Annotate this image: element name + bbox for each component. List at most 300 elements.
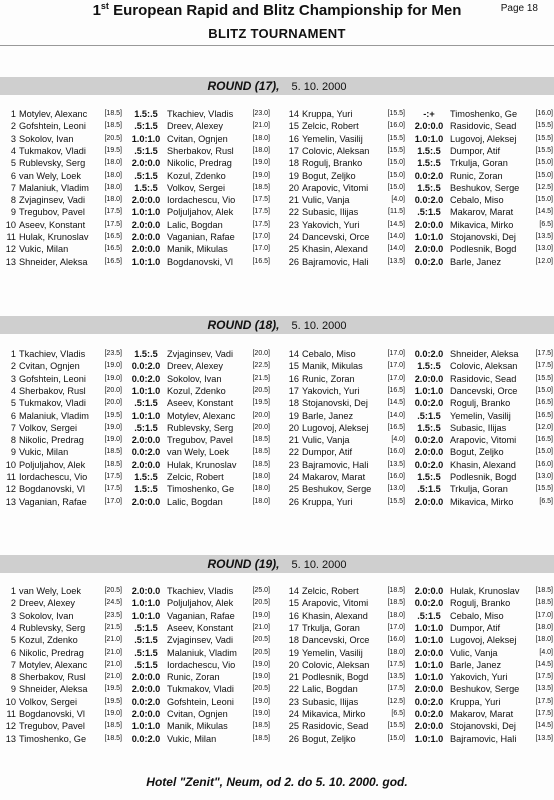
white-points: [21.0] — [104, 648, 122, 656]
black-player: Manik, Mikulas — [167, 244, 228, 255]
board-number: 3 — [10, 133, 16, 144]
black-player: Yakovich, Yuri — [450, 672, 508, 683]
result: 1.0:1.0 — [414, 672, 444, 683]
black-player: Runic, Zoran — [450, 170, 503, 181]
table-row — [4, 696, 272, 708]
black-player: Arapovic, Vitomi — [450, 435, 517, 446]
white-points: [16.0] — [387, 636, 405, 644]
white-player: van Wely, Loek — [19, 586, 81, 596]
board-number: 3 — [10, 610, 16, 621]
white-points: [18.5] — [104, 460, 122, 468]
board-number: 9 — [10, 207, 16, 218]
black-points: [13.5] — [535, 734, 553, 742]
board-number: 11 — [6, 472, 16, 482]
white-points: [23.5] — [104, 611, 122, 619]
white-points: [16.0] — [387, 448, 405, 456]
white-player: Nikolic, Predrag — [19, 435, 84, 446]
result: .5:1.5 — [134, 398, 158, 409]
black-player: Tukmakov, Vladi — [167, 684, 234, 695]
board-number: 8 — [10, 195, 16, 206]
result: 1.0:1.0 — [131, 207, 161, 218]
result: .5:1.5 — [417, 207, 441, 218]
white-player: Makarov, Marat — [302, 472, 366, 482]
table-row — [4, 610, 272, 622]
black-player: Mikavica, Mirko — [450, 219, 514, 230]
white-points: [17.5] — [387, 685, 405, 693]
white-points: [21.0] — [104, 660, 122, 668]
table-row — [287, 459, 554, 471]
white-points: [17.5] — [104, 208, 122, 216]
black-player: Gofshtein, Leoni — [167, 696, 234, 707]
board-number: 5 — [10, 635, 16, 646]
white-player: Manik, Mikulas — [302, 361, 363, 372]
black-player: Podlesnik, Bogd — [450, 244, 517, 255]
black-player: Cebalo, Miso — [450, 195, 504, 206]
header-divider — [0, 45, 554, 46]
black-player: Vulic, Vanja — [450, 647, 498, 658]
board-number: 19 — [288, 647, 299, 658]
board-number: 8 — [10, 672, 16, 683]
result: 1.0:1.0 — [131, 598, 161, 609]
black-points: [17.5] — [252, 220, 270, 228]
result: .5:1.5 — [134, 121, 158, 132]
result: 2.0:0.0 — [414, 586, 444, 596]
white-points: [19.0] — [104, 423, 122, 431]
result: 2.0:0.0 — [414, 121, 444, 132]
black-points: [17.5] — [252, 196, 270, 204]
black-points: [17.0] — [252, 233, 270, 240]
black-player: Tregubov, Pavel — [167, 435, 233, 446]
white-player: Rublevsky, Serg — [19, 158, 86, 169]
result: 1.0:1.0 — [131, 721, 161, 732]
board-number: 11 — [6, 709, 16, 719]
black-player: Rasidovic, Sead — [450, 121, 517, 132]
round-header-19 — [0, 555, 554, 573]
table-row — [4, 397, 272, 409]
black-points: [6.5] — [539, 497, 553, 505]
result: 0.0:2.0 — [414, 398, 444, 409]
black-player: Cvitan, Ognjen — [167, 709, 228, 719]
white-player: Dancevski, Orce — [302, 232, 370, 242]
white-points: [16.5] — [387, 423, 405, 431]
white-points: [16.5] — [104, 233, 122, 240]
black-points: [20.5] — [252, 386, 270, 394]
table-row — [4, 231, 272, 243]
table-row — [287, 231, 554, 243]
black-player: Zvjaginsev, Vadi — [167, 635, 234, 646]
white-player: Barle, Janez — [302, 410, 354, 421]
table-row — [4, 145, 272, 157]
black-player: Rublevsky, Serg — [167, 422, 234, 433]
black-player: Motylev, Alexanc — [167, 410, 236, 421]
white-points: [23.5] — [104, 350, 122, 357]
table-row — [4, 671, 272, 683]
result: 2.0:0.0 — [131, 158, 161, 169]
white-points: [21.5] — [104, 623, 122, 631]
round-name: ROUND (18), — [207, 318, 280, 332]
white-points: [16.5] — [104, 245, 122, 253]
table-row — [4, 422, 272, 434]
black-player: Lugovoj, Aleksej — [450, 133, 517, 144]
black-points: [4.0] — [539, 648, 553, 656]
black-points: [20.5] — [252, 636, 270, 644]
white-player: Gofshtein, Leoni — [19, 373, 86, 384]
table-row — [287, 243, 554, 255]
black-points: [19.0] — [252, 673, 270, 681]
white-points: [15.5] — [387, 134, 405, 142]
white-points: [11.5] — [388, 208, 405, 216]
result: 2.0:0.0 — [414, 219, 444, 230]
result: 0.0:2.0 — [414, 435, 444, 446]
result: 2.0:0.0 — [131, 232, 161, 242]
white-points: [15.5] — [387, 497, 405, 505]
white-points: [18.0] — [104, 183, 122, 191]
black-points: [20.5] — [252, 599, 270, 607]
black-player: Colovic, Aleksan — [450, 361, 518, 372]
white-points: [18.0] — [104, 196, 122, 204]
black-player: Lalic, Bogdan — [167, 496, 223, 507]
table-row — [287, 671, 554, 683]
white-player: Shneider, Aleksa — [19, 684, 88, 695]
result: 1.5:.5 — [417, 145, 441, 156]
black-points: [19.0] — [252, 611, 270, 619]
board-number: 1 — [10, 109, 16, 119]
white-points: [19.0] — [104, 436, 122, 444]
white-player: Timoshenko, Ge — [19, 733, 87, 744]
table-row — [4, 622, 272, 634]
board-number: 15 — [288, 598, 299, 609]
board-number: 22 — [288, 684, 299, 695]
round-date: 5. 10. 2000 — [291, 559, 347, 571]
white-player: Nikolic, Predrag — [19, 647, 84, 658]
table-row — [287, 647, 554, 659]
white-player: Vukic, Milan — [19, 447, 69, 458]
black-player: Poljuljahov, Alek — [167, 207, 234, 218]
board-number: 3 — [10, 373, 16, 384]
black-points: [19.0] — [252, 159, 270, 167]
board-number: 11 — [6, 232, 16, 242]
result: .5:1.5 — [134, 170, 158, 181]
white-player: Mikavica, Mirko — [302, 709, 366, 719]
black-player: Cebalo, Miso — [450, 610, 504, 621]
black-player: Aseev, Konstant — [167, 398, 234, 409]
board-number: 26 — [288, 256, 299, 267]
board-number: 23 — [288, 696, 299, 707]
white-points: [12.5] — [387, 697, 405, 705]
result: 2.0:0.0 — [414, 684, 444, 695]
black-player: Khasin, Alexand — [450, 459, 516, 470]
white-player: Sokolov, Ivan — [19, 133, 74, 144]
black-points: [18.5] — [535, 587, 553, 594]
result: 0.0:2.0 — [414, 349, 444, 359]
white-points: [15.5] — [387, 722, 405, 730]
result: 0.0:2.0 — [414, 195, 444, 206]
table-row — [287, 634, 554, 646]
black-points: [16.0] — [535, 110, 553, 117]
result: 0.0:2.0 — [131, 361, 161, 372]
board-number: 20 — [288, 182, 299, 193]
result: 2.0:0.0 — [131, 709, 161, 719]
white-points: [18.0] — [104, 159, 122, 167]
white-points: [4.0] — [391, 196, 405, 204]
white-points: [18.5] — [104, 722, 122, 730]
black-points: [14.5] — [535, 660, 553, 668]
black-points: [18.5] — [535, 599, 553, 607]
black-player: Volkov, Sergei — [167, 182, 226, 193]
table-row — [287, 256, 554, 268]
white-points: [17.0] — [387, 374, 405, 382]
white-points: [19.0] — [104, 362, 122, 370]
table-row — [4, 471, 272, 483]
round-date: 5. 10. 2000 — [291, 320, 347, 332]
black-points: [17.5] — [535, 710, 553, 717]
white-points: [15.0] — [387, 171, 405, 179]
table-row — [4, 434, 272, 446]
result: 0.0:2.0 — [131, 733, 161, 744]
board-number: 10 — [5, 696, 16, 707]
board-number: 6 — [10, 410, 16, 421]
table-row — [287, 496, 554, 508]
black-points: [15.5] — [535, 374, 553, 382]
board-number: 10 — [5, 459, 16, 470]
black-player: Beshukov, Serge — [450, 684, 520, 695]
table-row — [4, 206, 272, 218]
result: 1.5:.5 — [134, 349, 158, 359]
result: 0.0:2.0 — [131, 447, 161, 458]
white-points: [18.5] — [104, 448, 122, 456]
white-player: Tregubov, Pavel — [19, 207, 85, 218]
board-number: 26 — [288, 733, 299, 744]
black-points: [20.5] — [252, 685, 270, 693]
board-number: 1 — [10, 586, 16, 596]
black-player: Beshukov, Serge — [450, 182, 520, 193]
white-player: Cvitan, Ognjen — [19, 361, 80, 372]
black-player: Shneider, Aleksa — [450, 349, 519, 359]
board-number: 16 — [288, 610, 299, 621]
black-player: Malaniuk, Vladim — [167, 647, 237, 658]
black-points: [16.0] — [535, 460, 553, 468]
board-number: 18 — [288, 398, 299, 409]
table-row — [287, 720, 554, 732]
board-number: 4 — [10, 145, 16, 156]
white-player: Colovic, Aleksan — [302, 145, 370, 156]
white-player: Aseev, Konstant — [19, 219, 86, 230]
black-points: [17.5] — [535, 350, 553, 357]
result: 1.0:1.0 — [414, 733, 444, 744]
table-row — [4, 157, 272, 169]
black-player: Bogdanovski, Vl — [167, 256, 233, 267]
page-number: Page 18 — [500, 3, 538, 14]
white-points: [18.5] — [104, 122, 122, 130]
black-player: Iordachescu, Vio — [167, 195, 236, 206]
table-row — [287, 659, 554, 671]
black-player: Trkulja, Goran — [450, 158, 508, 169]
black-points: [18.0] — [252, 146, 270, 154]
table-row — [287, 206, 554, 218]
white-player: Gofshtein, Leoni — [19, 121, 86, 132]
round-name: ROUND (17), — [207, 79, 280, 93]
board-number: 19 — [288, 410, 299, 421]
table-row — [287, 610, 554, 622]
black-player: Manik, Mikulas — [167, 721, 228, 732]
table-row — [4, 483, 272, 495]
table-row — [4, 348, 272, 360]
white-points: [17.5] — [387, 660, 405, 668]
black-player: Dancevski, Orce — [450, 385, 518, 396]
white-player: Subasic, Ilijas — [302, 696, 359, 707]
table-row — [287, 170, 554, 182]
table-row — [287, 733, 554, 745]
board-number: 14 — [288, 349, 299, 359]
table-row — [4, 410, 272, 422]
white-points: [18.0] — [387, 648, 405, 656]
black-points: [19.5] — [252, 399, 270, 407]
board-number: 15 — [288, 361, 299, 372]
board-number: 6 — [10, 170, 16, 181]
table-row — [287, 622, 554, 634]
black-points: [13.0] — [535, 245, 553, 253]
black-player: Barle, Janez — [450, 256, 502, 267]
table-row — [287, 696, 554, 708]
black-player: Tkachiev, Vladis — [167, 109, 234, 119]
black-player: Cvitan, Ognjen — [167, 133, 228, 144]
white-points: [20.5] — [104, 587, 122, 594]
board-number: 22 — [288, 447, 299, 458]
result: 2.0:0.0 — [131, 244, 161, 255]
black-player: Bajramovic, Hali — [450, 733, 517, 744]
table-row — [287, 410, 554, 422]
table-row — [4, 182, 272, 194]
result: 2.0:0.0 — [131, 435, 161, 446]
black-points: [21.0] — [252, 122, 270, 130]
black-player: Subasic, Ilijas — [450, 422, 507, 433]
white-points: [17.0] — [104, 497, 122, 505]
result: 2.0:0.0 — [131, 684, 161, 695]
black-player: Hulak, Krunoslav — [450, 586, 520, 596]
black-points: [16.5] — [535, 411, 553, 419]
white-player: Yakovich, Yuri — [302, 385, 360, 396]
table-row — [4, 720, 272, 732]
board-number: 16 — [288, 373, 299, 384]
board-number: 13 — [5, 256, 16, 267]
black-points: [18.0] — [535, 636, 553, 644]
black-points: [22.5] — [252, 362, 270, 370]
black-player: Dreev, Alexey — [167, 361, 223, 372]
white-player: Khasin, Alexand — [302, 244, 368, 255]
result: 2.0:0.0 — [131, 586, 161, 596]
board-number: 25 — [288, 484, 299, 495]
white-points: [13.0] — [387, 485, 405, 493]
table-row — [287, 585, 554, 597]
table-row — [287, 182, 554, 194]
white-points: [13.5] — [387, 673, 405, 681]
board-number: 23 — [288, 219, 299, 230]
white-points: [14.5] — [387, 220, 405, 228]
black-player: Sokolov, Ivan — [167, 373, 222, 384]
white-player: Khasin, Alexand — [302, 610, 368, 621]
white-player: Zelcic, Robert — [302, 586, 359, 596]
black-points: [18.0] — [252, 473, 270, 480]
result: 1.5:.5 — [134, 182, 158, 193]
black-player: Kozul, Zdenko — [167, 385, 226, 396]
result: 1.5:.5 — [417, 182, 441, 193]
white-player: Sherbakov, Rusl — [19, 385, 86, 396]
white-player: Yemelin, Vasilij — [302, 647, 363, 658]
result: .5:1.5 — [417, 610, 441, 621]
table-row — [287, 385, 554, 397]
black-points: [17.5] — [535, 673, 553, 681]
black-points: [12.5] — [535, 183, 553, 191]
black-points: [15.0] — [535, 448, 553, 456]
black-points: [18.5] — [252, 183, 270, 191]
table-row — [4, 219, 272, 231]
black-points: [18.0] — [535, 623, 553, 631]
board-number: 15 — [288, 121, 299, 132]
black-points: [12.0] — [535, 257, 553, 265]
black-player: Makarov, Marat — [450, 207, 514, 218]
black-player: Sherbakov, Rusl — [167, 145, 234, 156]
table-row — [4, 194, 272, 206]
white-points: [6.5] — [391, 710, 405, 717]
black-player: Stojanovski, Dej — [450, 721, 516, 732]
white-player: Tukmakov, Vladi — [19, 398, 86, 409]
white-player: Motylev, Alexanc — [19, 109, 88, 119]
table-row — [287, 597, 554, 609]
board-number: 10 — [5, 219, 16, 230]
table-row — [287, 145, 554, 157]
black-points: [13.5] — [535, 233, 553, 240]
table-row — [287, 133, 554, 145]
board-number: 17 — [288, 622, 299, 633]
table-row — [4, 683, 272, 695]
result: 2.0:0.0 — [131, 672, 161, 683]
result: 2.0:0.0 — [414, 721, 444, 732]
table-row — [287, 373, 554, 385]
black-points: [18.5] — [252, 436, 270, 444]
white-player: Yemelin, Vasilij — [302, 133, 363, 144]
result: 2.0:0.0 — [414, 647, 444, 658]
black-player: Rogulj, Branko — [450, 398, 511, 409]
table-row — [287, 219, 554, 231]
black-player: Tkachiev, Vladis — [167, 586, 234, 596]
black-points: [20.0] — [252, 423, 270, 431]
black-player: Vukic, Milan — [167, 733, 217, 744]
white-player: Lalic, Bogdan — [302, 684, 358, 695]
white-player: Yakovich, Yuri — [302, 219, 360, 230]
table-row — [287, 471, 554, 483]
white-player: van Wely, Loek — [19, 170, 81, 181]
table-row — [4, 659, 272, 671]
white-player: Bajramovic, Hali — [302, 256, 369, 267]
result: -:+ — [423, 109, 435, 119]
result: .5:1.5 — [134, 622, 158, 633]
board-number: 8 — [10, 435, 16, 446]
result: 1.5:.5 — [417, 361, 441, 372]
white-points: [17.0] — [387, 350, 405, 357]
white-player: Volkov, Sergei — [19, 696, 78, 707]
black-points: [21.5] — [252, 374, 270, 382]
table-row — [4, 446, 272, 458]
black-points: [15.5] — [535, 146, 553, 154]
result: 1.5:.5 — [417, 158, 441, 169]
white-points: [18.5] — [104, 110, 122, 117]
white-points: [19.5] — [104, 411, 122, 419]
white-player: Poljuljahov, Alek — [19, 459, 86, 470]
result: 1.5:.5 — [134, 109, 158, 119]
black-points: [18.0] — [252, 134, 270, 142]
black-points: [20.5] — [252, 648, 270, 656]
white-player: Volkov, Sergei — [19, 422, 78, 433]
